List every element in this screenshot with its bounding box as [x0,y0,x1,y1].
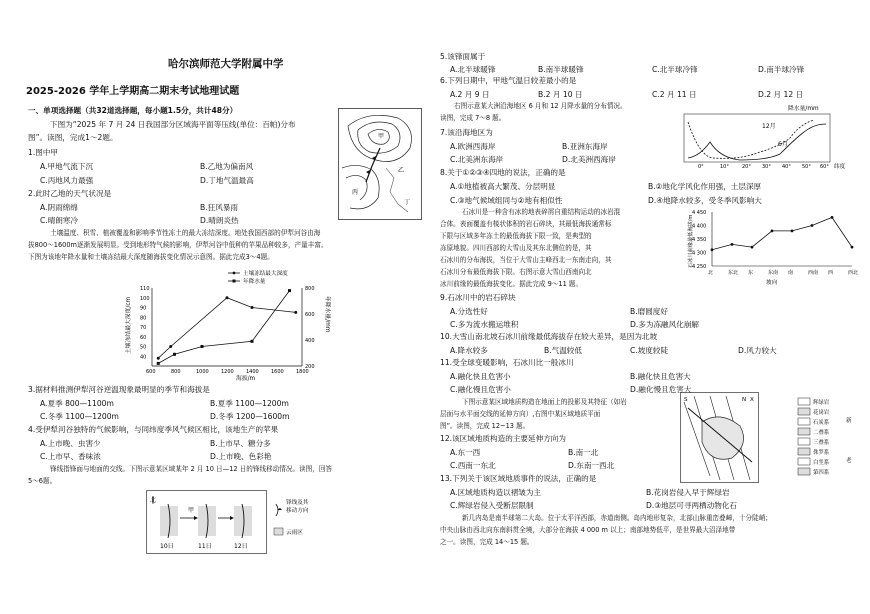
glacier-y-tick: 4 450 [692,210,707,216]
glacier-point [711,248,714,251]
q3-option-c[interactable]: C.冬季 1100—1200m [40,412,119,421]
q4-option-b[interactable]: B.上市早、糖分多 [210,439,271,448]
q2-option-c[interactable]: C.晴朗寒冷 [40,216,79,225]
q8-option-d[interactable]: D.④地降水较多，受冬季风影响大 [648,196,762,205]
rain-tick-0: 0° [698,164,704,170]
glacier-y-tick: 4 250 [692,264,707,270]
q6-option-d[interactable]: D.2 月 12 日 [758,90,804,99]
geology-map [680,392,860,484]
q11-option-b[interactable]: B.融化快且危害大 [630,372,691,381]
intro-line-2: 图”。读图，完成1～2题。 [28,133,118,142]
passage5-line-7: 冰川前缘的最低海拔变化。据此完成 9～11 题。 [440,280,583,288]
q2-option-b[interactable]: B.狂风暴雨 [200,203,238,212]
passage5-line-5: 石冰川的分布海拔，当位于大雪山主峰西北一东南走向，其 [440,256,612,264]
geo-legend-swatch [798,458,810,465]
geo-legend-swatch [798,408,810,415]
rain-tick-1: 10° [720,164,729,170]
chart-point [173,353,176,356]
q5-option-a[interactable]: A.北半球暖锋 [450,65,496,74]
chart-y2-tick: 400 [305,338,315,344]
exam-title: 2025-2026 学年上学期高二期末考试地理试题 [26,86,240,97]
q2-option-a[interactable]: A.阴雨绵绵 [40,203,78,212]
passage4-line-2: 读图，完成 7～8 题。 [440,114,506,122]
q12-stem: 12.该区域地质构造的主要延伸方向为 [440,434,566,443]
glacier-y-tick: 4 300 [692,250,707,257]
passage5-line-3: 下限与区域多年冻土的最低海拔下限一致，是典型的 [440,232,592,240]
chart-y2-tick: 600 [305,312,315,318]
q7-option-c[interactable]: C.北美洲东海岸 [450,155,504,164]
q12-option-d[interactable]: D.东南一西北 [568,461,615,470]
glacier-x-tick: 东南 [768,270,779,276]
chart-y-tick: 50 [140,344,147,351]
chart-x-tick: 1800 [296,369,309,375]
glacier-point [831,216,834,219]
chart-x-tick: 1200 [221,369,234,375]
passage7-line-3: 之一。读图，完成 14～15 题。 [440,538,534,546]
geo-legend-label: 三叠系 [813,440,830,446]
glacier-point [751,246,754,249]
passage4-line-1: 右图示意某大洲沿海地区 6 月和 12 月降水量的分布情况。 [454,102,627,110]
chart-y-label: 土壤冻结最大深度/cm [126,296,132,354]
geo-legend-swatch [798,438,810,445]
glacier-point [771,230,774,233]
q13-option-b[interactable]: B.花岗岩侵入早于辉绿岩 [646,488,730,497]
rain-label-6: 6月 [778,141,788,148]
q13-option-c[interactable]: C.辉绿岩侵入受断层限制 [450,501,534,510]
q4-option-d[interactable]: D.上市晚、色彩艳 [210,452,272,461]
q1-stem: 1.图中甲 [28,148,59,157]
q5-option-d[interactable]: D.南半球冷锋 [758,65,805,74]
section-heading: 一、单项选择题（共32道选择题，每小题1.5分，共计48分） [28,106,238,115]
chart-y-tick: 80 [140,315,147,322]
legend-front-2: 移动方向 [286,508,309,514]
passage3-line-1: 锋线指锋面与地面的交线。下图示意某区域某年 2 月 10 日—12 日的锋线移动情况。读图，回答 [50,465,333,473]
front-label-jia: 甲 [188,507,195,514]
glacier-y-tick: 4 400 [692,223,707,230]
q3-option-a[interactable]: A.夏季 800—1100m [40,399,114,408]
chart-series-line-1 [158,298,296,358]
geo-legend-label: 二叠系 [813,430,830,436]
geo-legend-swatch [798,418,810,425]
q9-option-b[interactable]: B.磨圆度好 [630,307,668,316]
chart-point [226,296,229,299]
q12-option-c[interactable]: C.西南一东北 [450,461,496,470]
q10-option-d[interactable]: D.风力较大 [738,346,777,355]
q6-option-c[interactable]: C.2 月 11 日 [652,90,697,99]
chart-point [288,289,291,292]
glacier-x-tick: 西北 [848,270,859,276]
chart-y-tick: 100 [140,295,150,302]
rainfall-figure [680,102,860,176]
passage7-line-1: 新几内岛是南半球第二大岛。位于太平洋西部，赤道南侧。岛内地形复杂，北部山脉重峦叠嶂，十分陡峭； [462,514,772,522]
glacier-point [811,224,814,227]
chart-y-tick: 110 [140,286,150,292]
q4-option-c[interactable]: C.上市早、香味浓 [40,452,101,461]
legend-cloud: 云雨区 [286,530,303,536]
q5-option-c[interactable]: C.北半球冷锋 [652,65,698,74]
geo-legend-label: 第四系 [813,470,830,476]
q10-option-a[interactable]: A.降水较多 [450,346,488,355]
chart-point [157,362,160,365]
rain-label-12: 12月 [762,123,776,130]
geo-label-n: N [742,397,747,403]
passage5-line-2: 合体。表面覆盖有棱状体积的岩石碎块，其最低海拔通常标 [440,220,612,228]
q1-option-d[interactable]: D.丁地气温最高 [200,176,254,185]
geo-legend-label: 花岗岩 [813,410,830,416]
glacier-x-tick: 东 [748,270,754,276]
geo-legend-swatch [798,468,810,475]
north-label: 北 [150,497,157,504]
q10-stem: 10.大雪山南北坡石冰川前缘最低海拔存在较大差异，是因为北坡 [440,332,658,341]
glacier-chart [684,204,860,286]
chart-y-tick: 60 [140,334,147,341]
q12-option-a[interactable]: A.东一西 [450,448,481,457]
chart-y-tick: 90 [140,305,147,312]
q4-option-a[interactable]: A.上市晚、虫害少 [40,439,101,448]
chart-y2-label: 年降水量/mm [324,296,330,333]
school-name: 哈尔滨师范大学附属中学 [168,58,284,70]
glacier-x-tick: 东北 [728,270,739,276]
q8-option-b[interactable]: B.②地化学风化作用强，土层深厚 [648,182,762,191]
q8-option-c[interactable]: C.③地气候域组同与②地有相似性 [450,196,563,205]
glacier-point [851,246,854,249]
glacier-x-tick: 北 [708,270,714,276]
q6-stem: 6.下列日期中，甲地气温日较差最小的是 [440,76,577,85]
q7-option-d[interactable]: D.北美洲西海岸 [562,155,616,164]
rain-tick-6: 60° [820,164,829,170]
geo-label-s: S [684,397,688,403]
geo-legend-swatch [798,428,810,435]
day-11-label: 11日 [198,543,212,550]
chart-x-tick: 1400 [246,369,259,375]
q3-option-b[interactable]: B.夏季 1100—1200m [210,399,289,408]
q9-option-c[interactable]: C.多为流水搬运堆积 [450,320,519,329]
q6-option-b[interactable]: B.2 月 10 日 [538,90,583,99]
q1-option-a[interactable]: A.甲地气流下沉 [40,162,94,171]
chart-x-tick: 800 [171,369,181,375]
passage2-line-2: 拔800～1600m逐渐发展明显。受到地形特气候的影响，伊犁河谷中低种的苹果品种较多，产量丰富。 [28,241,328,249]
glacier-x-tick: 西 [828,270,834,276]
q10-option-c[interactable]: C.坡度较陡 [630,346,669,355]
passage3-line-2: 5～6题。 [28,477,57,485]
q5-option-b[interactable]: B.南半球暖锋 [538,65,584,74]
geo-legend-swatch [798,448,810,455]
legend-front: 锋线及其 [286,500,309,506]
q1-option-b[interactable]: B.乙地为偏南风 [200,162,254,171]
chart-point [251,306,254,309]
map-label-yi: 乙 [398,167,405,174]
glacier-point [791,230,794,233]
passage6-line-2: 层面与水平面交线的延伸方向）,右图中某区域地质平面 [440,410,601,418]
passage2-line-1: 土壤温度、积雪、植被覆盖和影响季节性冻土的最大冻结深度。地处我国西部的伊犁河谷由海 [50,229,321,237]
chart-series-line-2 [158,291,289,364]
q3-stem: 3.据材料推测伊犁河谷逆温现象最明显的季节和海拔是 [28,385,210,394]
q11-option-c[interactable]: C.融化慢且危害小 [450,385,511,394]
day-12-label: 12日 [234,543,248,550]
q11-option-d[interactable]: D.融化慢且危害大 [630,385,692,394]
q3-option-d[interactable]: D.冬季 1200—1600m [210,412,290,421]
chart-point [157,357,160,360]
geo-legend-label: 辉绿岩 [813,400,830,406]
geo-legend-swatch [798,398,810,405]
q2-option-d[interactable]: D.晴朗炎热 [200,216,239,225]
chart-x-label: 海拔/m [236,376,256,382]
intro-line-1: 下图为“2025 年 7 月 24 日我国部分区域海平面等压线(单位：百帕)分布 [50,120,296,129]
q13-option-d[interactable]: D.③地层可寻两栖动物化石 [646,501,738,510]
q8-stem: 8.关于①②③④四地的说法，正确的是 [440,168,566,177]
rain-y-label: 降水量/mm [788,106,819,112]
passage5-line-6: 石冰川分布最低海拔下限。右图示意大雪山西南向北 [440,268,592,276]
glacier-y-tick: 4 350 [692,237,707,243]
q8-option-a[interactable]: A.①地植被高大繁茂、分层明显 [450,182,556,191]
q13-stem: 13.下列关于该区域地质事件的说法，正确的是 [440,474,597,483]
q11-option-a[interactable]: A.融化快且危害小 [450,372,511,381]
chart-point [201,345,204,348]
map-label-bing: 丙 [352,189,359,196]
q7-option-a[interactable]: A.欧洲西海岸 [450,142,496,151]
rain-tick-2: 20° [742,164,751,170]
passage7-line-2: 中央山脉由西北向东南斜贯全境，大部分在海拔 4 000 m 以上；南部地势低平，是世界最大沼泽地带 [440,526,736,534]
q9-option-d[interactable]: D.多为冻融风化崩解 [630,320,700,329]
chart-y-tick: 70 [140,325,147,331]
glacier-x-tick: 南 [788,270,794,276]
q9-stem: 9.石冰川中的岩石碎块 [440,293,516,302]
isobar-map [338,108,422,220]
q5-stem: 5.该锋面属于 [440,52,486,61]
q4-stem: 4.受伊犁河谷独特的气候影响，与同纬度季风气候区相比，该地生产的苹果 [28,425,279,434]
rain-x-label: 纬度 [834,164,846,170]
rain-tick-3: 30° [762,164,771,170]
rain-tick-4: 40° [782,164,791,170]
chart-y-tick: 40 [140,354,147,361]
day-10-label: 10日 [160,543,174,550]
map-label-ding: 丁 [404,199,411,206]
passage6-line-3: 图”。读图，完成 12~13 题。 [440,422,530,430]
legend-series-2: 年降水量 [243,279,266,285]
altitude-chart [118,266,336,384]
chart-y2-tick: 800 [305,286,315,292]
rain-tick-5: 50° [802,164,811,170]
glacier-y-label: 石冰川前缘最低海拔/m [688,214,694,268]
chart-y2-tick: 200 [305,364,315,370]
map-label-jia: 甲 [378,133,385,140]
q2-stem: 2.此时乙地的天气状况是 [28,189,112,198]
q9-option-a[interactable]: A.分选性好 [450,307,488,316]
passage5-line-1: 石冰川是一种含有冰的地表碎屑自重结构运动的冰岩混 [462,208,621,216]
q7-option-b[interactable]: B.亚洲东海岸 [562,142,608,151]
glacier-x-tick: 西南 [808,270,819,276]
passage5-line-4: 冻原地貌。四川西部的大雪山及其东北侧位的是，其 [440,244,592,252]
q10-option-b[interactable]: B.气温较低 [544,346,582,355]
q13-option-a[interactable]: A.区域地质构造以褶皱为主 [450,488,542,497]
geo-label-x: X [750,397,754,403]
chart-point [251,340,254,343]
front-figure [146,490,342,554]
glacier-x-label: 坡向 [766,280,778,286]
geo-legend-label: 白垩系 [813,460,830,466]
glacier-point [731,243,734,246]
q1-option-c[interactable]: C.丙地风力最强 [40,176,94,185]
q12-option-b[interactable]: B.南一北 [568,448,599,457]
q6-option-a[interactable]: A.2 月 9 日 [450,90,490,99]
chart-x-tick: 1600 [271,369,284,375]
chart-x-tick: 1000 [196,369,209,375]
geo-legend-label: 石炭系 [813,420,830,426]
passage6-line-1: 下图示意某区域地质构造在地面上的投影及其特征（如岩 [462,398,627,406]
geo-side-new: 新 [846,418,852,424]
chart-legend [228,269,288,285]
q7-stem: 7.该沿海地区为 [440,128,493,137]
chart-x-tick: 600 [146,369,156,375]
geo-side-old: 老 [846,458,852,464]
chart-point [169,345,172,348]
geo-legend-label: 侏罗系 [813,450,830,456]
q11-stem: 11.受全球变暖影响，石冰川比一般冰川 [440,358,574,367]
legend-series-1: 土壤冻结最大深度 [243,271,288,277]
chart-point [294,311,297,314]
passage2-line-3: 下图为该地年降水量和土壤冻结最大深度随海拔变化情况示意图。据此完成3～4题。 [28,253,274,261]
